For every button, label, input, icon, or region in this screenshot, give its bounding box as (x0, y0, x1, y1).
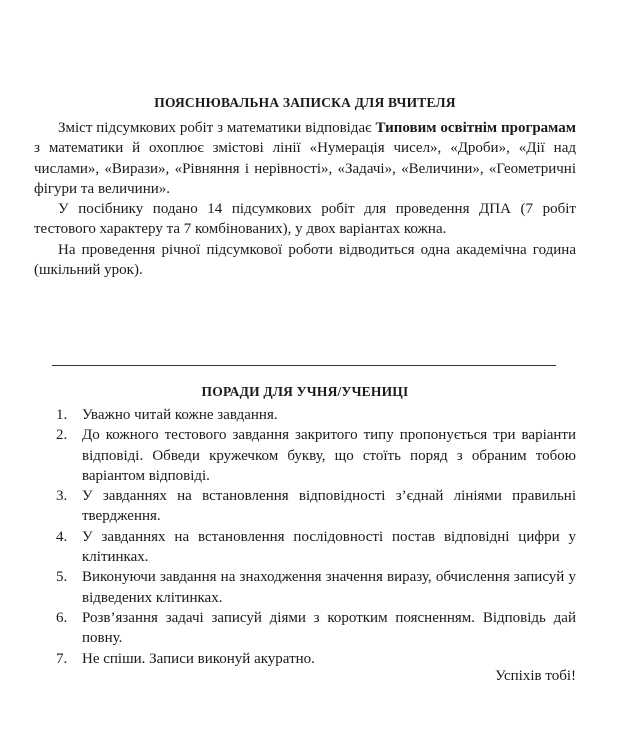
list-item (34, 527, 576, 568)
list-item (34, 425, 576, 486)
student-tips-list (34, 405, 576, 669)
paragraph-1-text-end: з математики й охоплює змістові лінії «Нумерація чисел», «Дроби», «Дії над числами», «Вирази», «Рівняння і нерівності», «Задачі», «Величини», «Геометричні фігури та величини». (34, 140, 576, 197)
list-item (34, 567, 576, 608)
item-text: Уважно читай кожне завдання. (82, 407, 278, 423)
student-tips-title: ПОРАДИ ДЛЯ УЧНЯ/УЧЕНИЦІ (201, 384, 409, 399)
teacher-note-body (34, 118, 576, 280)
item-text: Розв’язання задачі записуй діями з коротким поясненням. Відповідь дай повну. (82, 609, 576, 647)
signoff-text: Успіхів тобі! (495, 668, 576, 684)
item-number: 5. (56, 569, 68, 586)
item-text: До кожного тестового завдання закритого типу пропонується три варіанти відповіді. Обведи кружечком букву, що стоїть поряд з обраним тобою варіантом відповіді. (82, 427, 576, 484)
teacher-note-title: ПОЯСНЮВАЛЬНА ЗАПИСКА ДЛЯ ВЧИТЕЛЯ (154, 95, 456, 110)
item-number: 6. (56, 609, 68, 626)
section-divider (52, 365, 556, 366)
teacher-note-paragraph-2: У посібнику подано 14 підсумкових робіт для проведення ДПА (7 робіт тестового характеру та 7 комбінованих), у двох варіантах кожна. (34, 201, 576, 238)
item-text: У завданнях на встановлення послідовності постав відповідні цифри у клітинках. (82, 528, 576, 566)
program-title-bold: Типовим освітнім програмам (375, 120, 576, 136)
item-number: 3. (56, 488, 68, 505)
teacher-note-paragraph-1 (34, 118, 576, 199)
item-number: 2. (56, 427, 68, 444)
list-item (34, 405, 576, 425)
item-number: 4. (56, 528, 68, 545)
list-item (34, 649, 576, 669)
item-text: Виконуючи завдання на знаходження значення виразу, обчислення записуй у відведених клітинках. (82, 569, 576, 606)
paragraph-1-text-start: Зміст підсумкових робіт з математики відповідає (58, 120, 376, 136)
item-text: Не спіши. Записи виконуй акуратно. (82, 650, 315, 667)
list-item (34, 486, 576, 527)
item-number: 7. (56, 650, 68, 667)
item-text: У завданнях на встановлення відповідності з’єднай лініями правильні твердження. (82, 488, 576, 525)
teacher-note-paragraph-3: На проведення річної підсумкової роботи відводиться одна академічна година (шкільний урок). (34, 241, 576, 279)
list-item (34, 608, 576, 649)
item-number: 1. (56, 407, 68, 423)
